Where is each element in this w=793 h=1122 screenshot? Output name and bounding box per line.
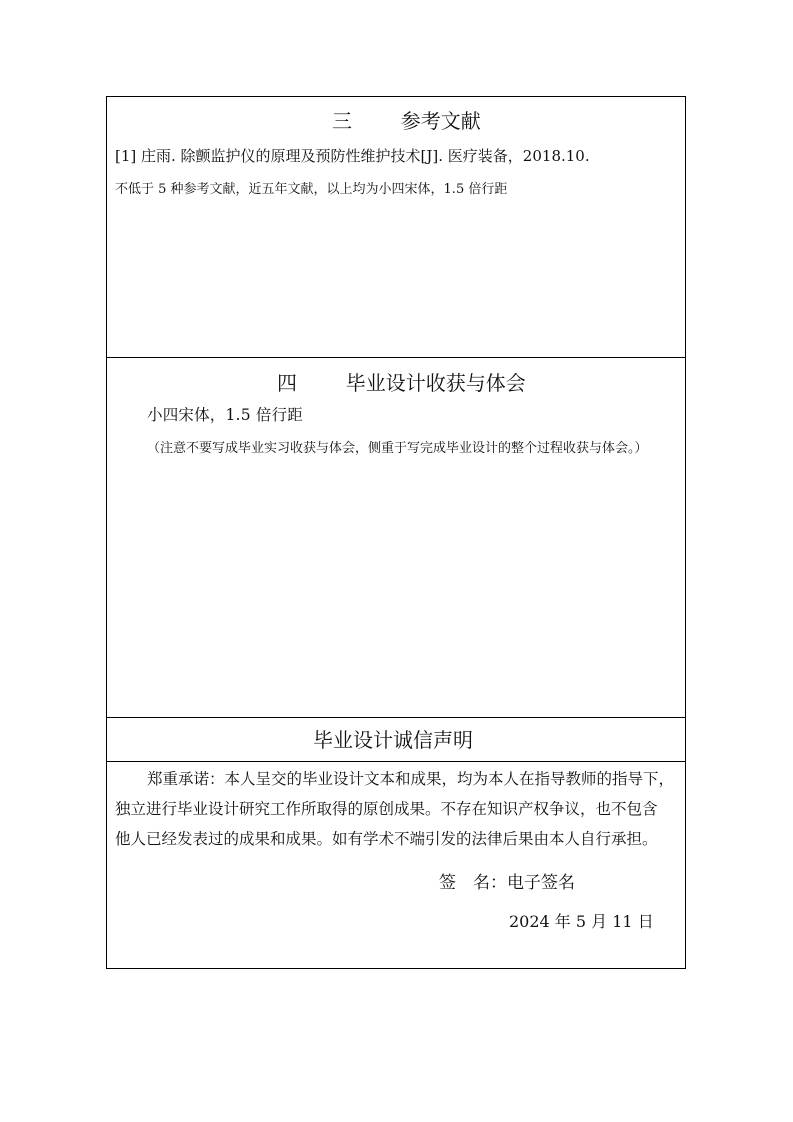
- section4-heading: [277, 367, 526, 396]
- section3-heading: [332, 105, 481, 134]
- declaration-line-2: 独立进行毕业设计研究工作所取得的原创成果。不存在知识产权争议，也不包含: [115, 800, 658, 818]
- signature-value: 电子签名: [507, 873, 575, 893]
- divider-section4: [107, 717, 685, 718]
- reference-note: 不低于 5 种参考文献，近五年文献，以上均为小四宋体，1.5 倍行距: [115, 182, 508, 197]
- section4-hint: （注意不要写成毕业实习收获与体会，侧重于写完成毕业设计的整个过程收获与体会。）: [147, 441, 648, 456]
- declaration-title: 毕业设计诚信声明: [313, 728, 473, 752]
- section3-title: 参考文献: [400, 109, 481, 133]
- declaration-line-3: 他人已经发表过的成果和成果。如有学术不端引发的法律后果由本人自行承担。: [115, 830, 658, 848]
- section3-number: 三: [332, 109, 352, 133]
- signature-label: 签 名：: [439, 873, 507, 893]
- declaration-line-1: 郑重承诺：本人呈交的毕业设计文本和成果，均为本人在指导教师的指导下，: [147, 770, 675, 788]
- divider-declaration-title: [107, 761, 685, 762]
- divider-section3: [107, 357, 685, 358]
- signature-row: [439, 868, 575, 893]
- reference-item-1: [1] 庄雨. 除颤监护仪的原理及预防性维护技术[J]. 医疗装备，2018.10.: [115, 147, 590, 165]
- section4-format-note: 小四宋体，1.5 倍行距: [147, 406, 303, 424]
- section4-number: 四: [277, 371, 297, 395]
- declaration-date: 2024 年 5 月 11 日: [509, 912, 654, 931]
- form-table: [106, 96, 686, 969]
- section4-title: 毕业设计收获与体会: [345, 371, 526, 395]
